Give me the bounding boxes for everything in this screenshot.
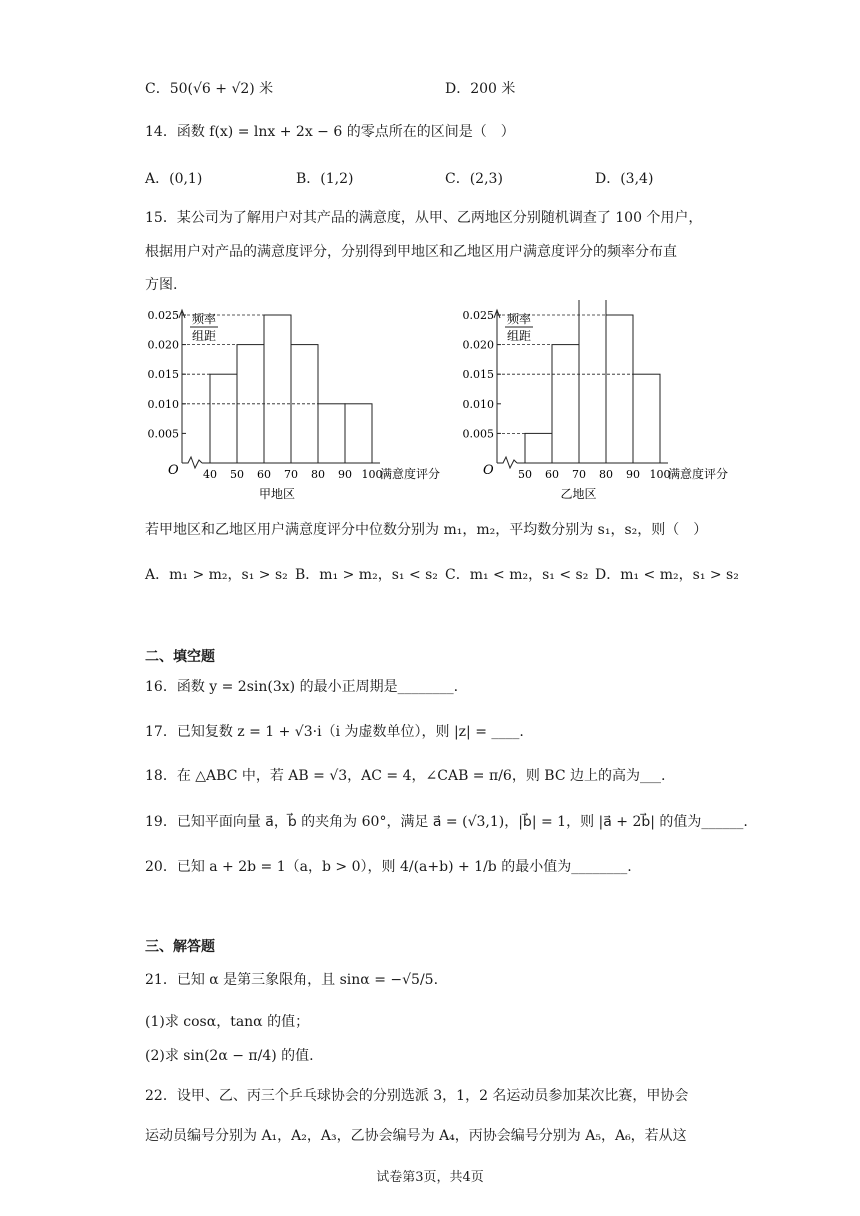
x-tick-label: 50 xyxy=(230,468,244,481)
y-tick-label: 0.005 xyxy=(147,427,179,441)
histogram-bar xyxy=(525,433,552,463)
q14-option-a: A．(0,1) xyxy=(145,171,203,187)
x-tick-label: 40 xyxy=(203,468,217,481)
x-tick-label: 80 xyxy=(311,468,325,481)
histogram-bar xyxy=(345,404,372,463)
y-tick-label: 0.005 xyxy=(462,427,494,441)
x-tick-label: 100 xyxy=(361,468,383,481)
chart-title: 乙地区 xyxy=(560,487,597,501)
origin-label: O xyxy=(168,463,179,478)
histogram-bar xyxy=(210,374,237,463)
section3-title: 三、解答题 xyxy=(145,939,215,955)
histogram-yi xyxy=(455,300,755,505)
y-tick-label: 0.025 xyxy=(147,309,179,322)
histogram-jia xyxy=(140,300,460,505)
histogram-bar xyxy=(633,374,660,463)
histogram-bar xyxy=(552,345,579,463)
q19: 19．已知平面向量 a⃗，b⃗ 的夹角为 60°，满足 a⃗ = (√3,1)，|b⃗| = 1，则 |a⃗ + 2b⃗| 的值为______. xyxy=(145,814,748,830)
y-label-top: 频率 xyxy=(507,312,532,326)
q14-option-c: C．(2,3) xyxy=(445,171,503,187)
q15-stem-line3: 方图. xyxy=(145,277,178,293)
q15-question: 若甲地区和乙地区用户满意度评分中位数分别为 m₁，m₂，平均数分别为 s₁，s₂，则（ ） xyxy=(145,522,708,538)
x-axis-label: 满意度评分 xyxy=(668,467,729,481)
q15-stem-line1: 15．某公司为了解用户对其产品的满意度，从甲、乙两地区分别随机调查了 100 个用户， xyxy=(145,210,703,226)
histogram-bar xyxy=(606,315,633,463)
x-tick-label: 60 xyxy=(545,468,559,481)
histogram-bar xyxy=(579,300,606,463)
q20: 20．已知 a + 2b = 1（a，b > 0），则 4/(a+b) + 1/b 的最小值为________. xyxy=(145,859,632,875)
q21: 21．已知 α 是第三象限角，且 sinα = −√5/5. xyxy=(145,972,439,988)
y-tick-label: 0.010 xyxy=(147,397,179,411)
x-tick-label: 90 xyxy=(626,468,640,481)
y-tick-label: 0.015 xyxy=(147,368,179,382)
x-axis-break xyxy=(497,457,517,468)
y-tick-label: 0.010 xyxy=(462,397,494,411)
q14-stem: 14．函数 f(x) = lnx + 2x − 6 的零点所在的区间是（ ） xyxy=(145,124,515,140)
q15-option-b: B．m₁ > m₂，s₁ < s₂ xyxy=(295,567,438,583)
x-tick-label: 80 xyxy=(599,468,613,481)
origin-label: O xyxy=(483,463,494,478)
q14-option-b: B．(1,2) xyxy=(296,171,354,187)
q16: 16．函数 y = 2sin(3x) 的最小正周期是________. xyxy=(145,679,459,695)
q22-line2: 运动员编号分别为 A₁，A₂，A₃，乙协会编号为 A₄，丙协会编号分别为 A₅，A₆，若从这 xyxy=(145,1128,687,1144)
x-tick-label: 90 xyxy=(338,468,352,481)
section2-title: 二、填空题 xyxy=(145,649,215,665)
x-axis-label: 满意度评分 xyxy=(380,467,441,481)
q13-option-c: C．50(√6 + √2) 米 xyxy=(145,81,274,97)
x-axis-break xyxy=(182,457,202,468)
q14-option-d: D．(3,4) xyxy=(595,171,654,187)
histogram-bar xyxy=(318,404,345,463)
x-tick-label: 100 xyxy=(649,468,671,481)
y-tick-label: 0.025 xyxy=(462,309,494,322)
page-footer: 试卷第3页，共4页 xyxy=(376,1170,484,1185)
y-label-top: 频率 xyxy=(192,312,217,326)
x-tick-label: 60 xyxy=(257,468,271,481)
chart-title: 甲地区 xyxy=(258,487,296,501)
q18: 18．在 △ABC 中，若 AB = √3，AC = 4，∠CAB = π/6，则 BC 边上的高为___. xyxy=(145,768,666,784)
q15-stem-line2: 根据用户对产品的满意度评分，分别得到甲地区和乙地区用户满意度评分的频率分布直 xyxy=(145,244,677,260)
q22-line1: 22．设甲、乙、丙三个乒乓球协会的分别选派 3，1，2 名运动员参加某次比赛，甲协会 xyxy=(145,1088,689,1104)
y-tick-label: 0.015 xyxy=(462,368,494,382)
histogram-bar xyxy=(264,315,291,463)
q21-part2: (2)求 sin(2α − π/4) 的值. xyxy=(145,1048,314,1064)
y-tick-label: 0.020 xyxy=(147,338,179,352)
q15-option-a: A．m₁ > m₂，s₁ > s₂ xyxy=(145,567,288,583)
x-tick-label: 70 xyxy=(572,468,586,481)
q13-option-d: D．200 米 xyxy=(445,81,516,97)
y-label-bottom: 组距 xyxy=(192,329,217,343)
q21-part1: (1)求 cosα，tanα 的值； xyxy=(145,1014,310,1030)
x-tick-label: 70 xyxy=(284,468,298,481)
q15-option-c: C．m₁ < m₂，s₁ < s₂ xyxy=(445,567,589,583)
y-tick-label: 0.020 xyxy=(462,338,494,352)
q15-option-d: D．m₁ < m₂，s₁ > s₂ xyxy=(595,567,739,583)
q17: 17．已知复数 z = 1 + √3·i（i 为虚数单位），则 |z| = ____. xyxy=(145,724,524,740)
y-label-bottom: 组距 xyxy=(507,329,532,343)
x-tick-label: 50 xyxy=(518,468,532,481)
